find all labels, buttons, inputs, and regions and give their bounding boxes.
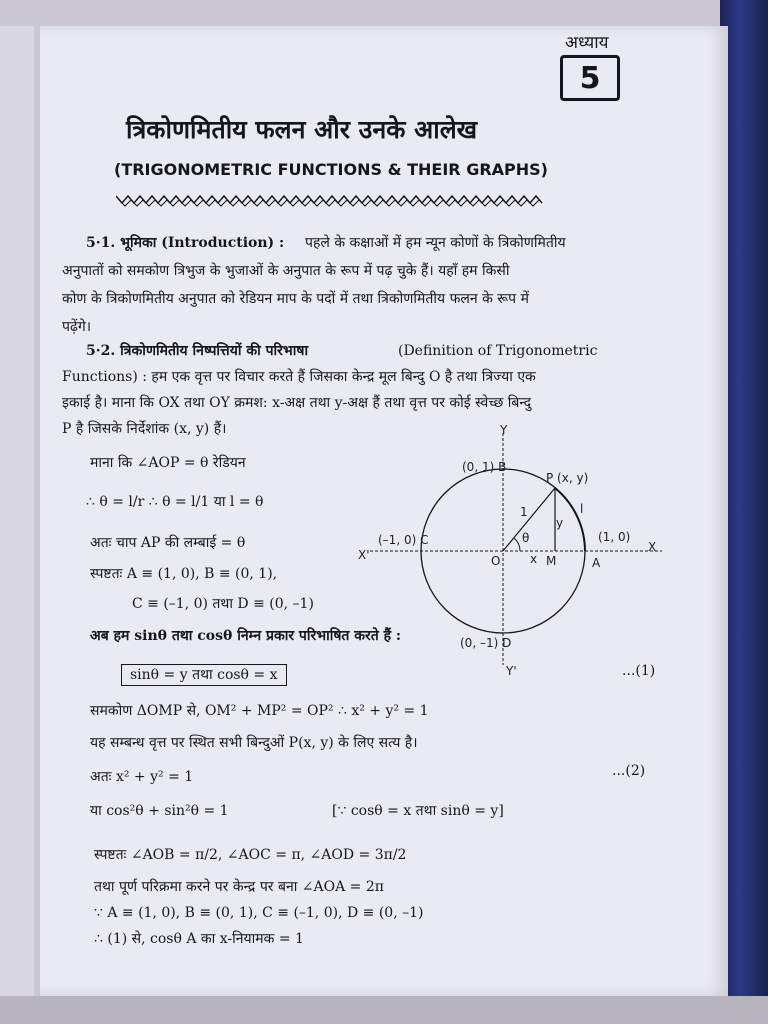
section-5-1-line-3: कोण के त्रिकोणमितीय अनुपात को रेडियन माप के पदों में तथा त्रिकोणमितीय फलन के रूप में <box>62 291 529 307</box>
section-5-2-line-3: P है जिसके निर्देशांक (x, y) हैं। <box>62 421 227 437</box>
diagram-label-c: (–1, 0) C <box>378 533 429 547</box>
diagram-label-m: M <box>546 554 557 568</box>
full-revolution-line: तथा पूर्ण परिक्रमा करने पर केन्द्र पर बना ∠AOA = 2π <box>94 879 384 895</box>
points-cd-line: C ≡ (–1, 0) तथा D ≡ (0, –1) <box>132 596 314 612</box>
unit-circle-diagram <box>370 425 670 680</box>
section-5-2-heading: 5·2. त्रिकोणमितीय निष्पत्तियों की परिभाषा <box>86 343 309 359</box>
diagram-y-axis-label: Y <box>500 423 508 437</box>
diagram-label-theta: θ <box>522 531 530 545</box>
since-condition-line: [∵ cosθ = x तथा sinθ = y] <box>332 803 504 819</box>
identity-line: या cos²θ + sin²θ = 1 <box>90 803 229 819</box>
section-5-1-line-1: पहले के कक्षाओं में हम न्यून कोणों के त्रिकोणमितीय <box>305 235 566 251</box>
backdrop-top <box>0 0 768 26</box>
define-sin-cos-line: अब हम sinθ तथा cosθ निम्न प्रकार परिभाषित करते हैं : <box>90 628 402 644</box>
points-ab-line: स्पष्टतः A ≡ (1, 0), B ≡ (0, 1), <box>90 566 278 582</box>
arc-length-line: अतः चाप AP की लम्बाई = θ <box>90 535 246 551</box>
theta-arc <box>514 538 520 551</box>
chapter-label: अध्याय <box>565 33 609 53</box>
angles-line: स्पष्टतः ∠AOB = π/2, ∠AOC = π, ∠AOD = 3π/2 <box>94 847 407 863</box>
relation-true-line: यह सम्बन्ध वृत्त पर स्थित सभी बिन्दुओं P(x, y) के लिए सत्य है। <box>90 735 418 751</box>
hence-equation-line: अतः x² + y² = 1 <box>90 769 194 785</box>
diagram-label-x: x <box>530 552 538 566</box>
angle-aop-line: माना कि ∠AOP = θ रेडियन <box>90 455 246 471</box>
section-5-1-line-2: अनुपातों को समकोण त्रिभुज के भुजाओं के अनुपात के रूप में पढ़ चुके हैं। यहाँ हम किसी <box>62 263 510 279</box>
diagram-label-b: (0, 1) B <box>462 460 507 474</box>
diagram-x-neg-label: X' <box>358 548 370 562</box>
section-5-1-heading: 5·1. भूमिका (Introduction) : <box>86 235 285 251</box>
cos-x-coordinate-line: ∴ (1) से, cosθ A का x-नियामक = 1 <box>94 931 304 947</box>
chapter-title-hindi: त्रिकोणमितीय फलन और उनके आलेख <box>126 115 478 144</box>
diagram-label-o: O <box>491 554 501 568</box>
points-summary-line: ∵ A ≡ (1, 0), B ≡ (0, 1), C ≡ (–1, 0), D ≡ (0, –1) <box>94 905 424 921</box>
page-spine <box>34 26 40 996</box>
diagram-label-p: P (x, y) <box>546 471 589 485</box>
equation-2-label: ...(2) <box>612 763 646 779</box>
diagram-label-l: l <box>580 502 584 516</box>
section-5-2-line-2: इकाई है। माना कि OX तथा OY क्रमश: x-अक्ष तथा y-अक्ष हैं तथा वृत्त पर कोई स्वेच्छ बिन्दु <box>62 395 532 411</box>
diagram-label-a: A <box>592 556 601 570</box>
triangle-omp-line: समकोण ΔOMP से, OM² + MP² = OP² ∴ x² + y² = 1 <box>90 703 429 719</box>
section-5-2-heading-en: (Definition of Trigonometric <box>398 343 598 359</box>
diagram-label-y: y <box>556 516 564 530</box>
diagram-label-d: (0, –1) D <box>460 636 512 650</box>
theta-formula-line: ∴ θ = l/r ∴ θ = l/1 या l = θ <box>86 494 264 510</box>
boxed-definition-formula: sinθ = y तथा cosθ = x <box>121 664 287 686</box>
diagram-label-one: 1 <box>520 505 528 519</box>
diagram-x-axis-label: X <box>648 540 657 554</box>
equation-1-label: ...(1) <box>622 663 656 679</box>
section-5-1-line-4: पढ़ेंगे। <box>62 319 92 335</box>
diagram-label-a-coord: (1, 0) <box>598 530 631 544</box>
backdrop-bottom <box>0 996 768 1024</box>
chapter-title-english: (TRIGONOMETRIC FUNCTIONS & THEIR GRAPHS) <box>114 160 548 179</box>
section-5-2-line-1: Functions) : हम एक वृत्त पर विचार करते हैं जिसका केन्द्र मूल बिन्दु O है तथा त्रिज्या एक <box>62 369 536 385</box>
diagram-y-neg-label: Y' <box>506 664 517 678</box>
chapter-number-box: 5 <box>560 55 620 101</box>
decorative-zigzag-rule <box>116 192 546 208</box>
